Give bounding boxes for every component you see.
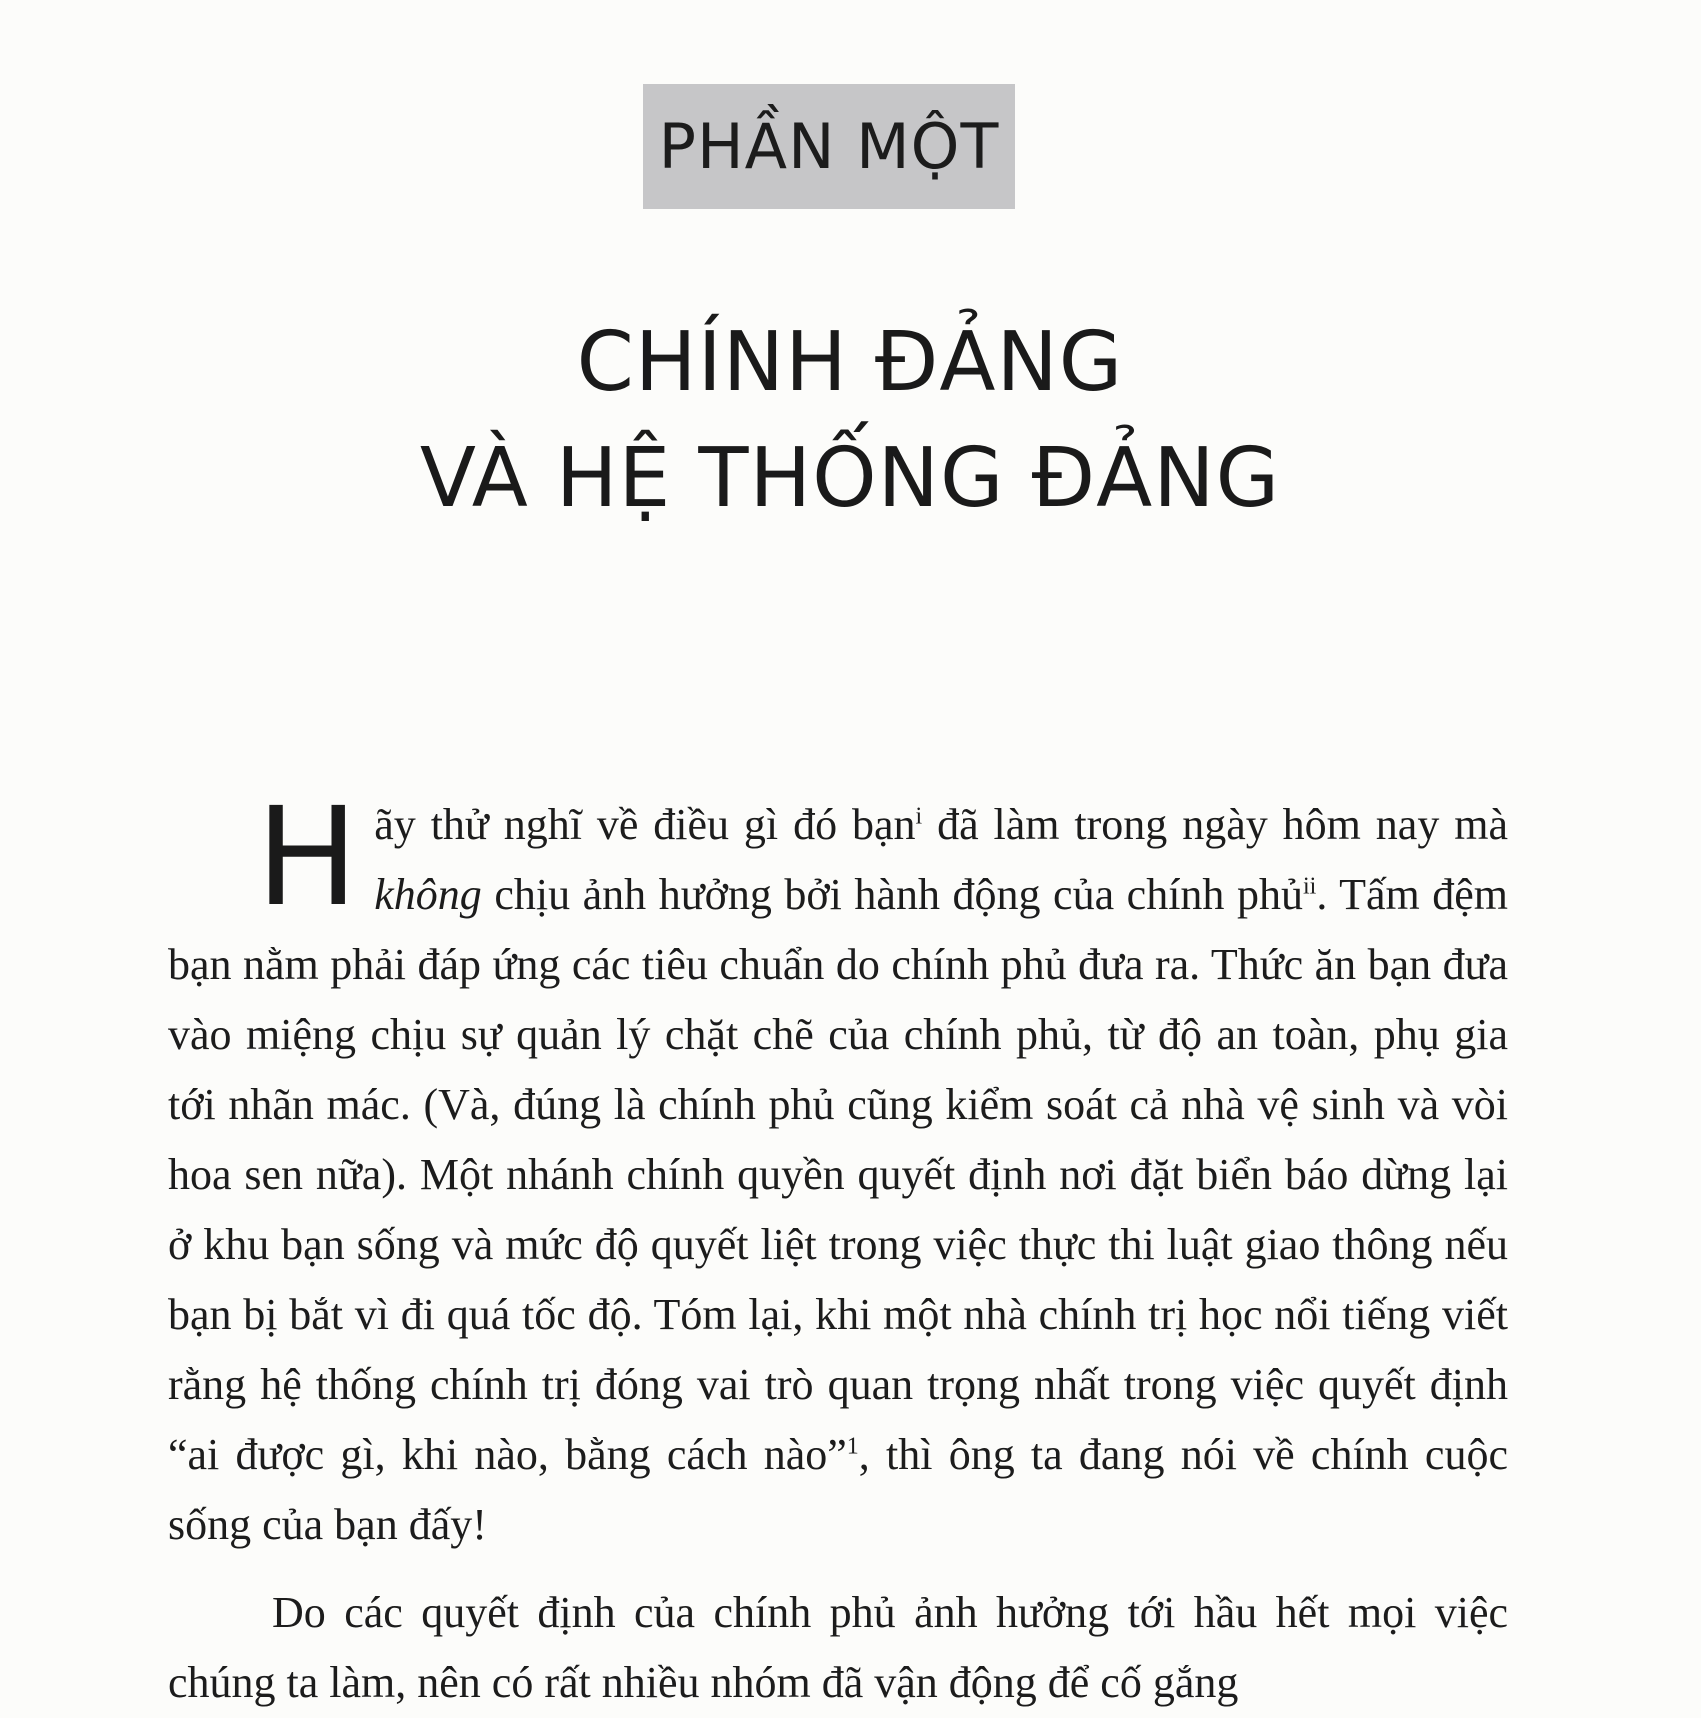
footnote-marker-ii: ii [1302, 873, 1317, 900]
part-label: PHẦN MỘT [643, 84, 1015, 209]
paragraph-1-segment-2: đã làm trong ngày hôm nay mà [922, 800, 1508, 849]
paragraph-1-segment-1: ãy thử nghĩ về điều gì đó bạn [374, 800, 916, 849]
paragraph-1 [168, 779, 1508, 1560]
paragraph-1-segment-4: . Tấm đệm bạn nằm phải đáp ứng các tiêu chuẩn do chính phủ đưa ra. Thức ăn bạn đưa vào miệng chịu sự quản lý chặt chẽ của chính phủ, từ độ an toàn, phụ gia tới nhãn mác. (Và, đúng là chính phủ cũng kiểm soát cả nhà vệ sinh và vòi hoa sen nữa). Một nhánh chính quyền quyết định nơi đặt biển báo dừng lại ở khu bạn sống và mức độ quyết liệt trong việc thực thi luật giao thông nếu bạn bị bắt vì đi quá tốc độ. Tóm lại, khi một nhà chính trị học nổi tiếng viết rằng hệ thống chính trị đóng vai trò quan trọng nhất trong việc quyết định “ai được gì, khi nào, bằng cách nào” [168, 870, 1508, 1479]
paragraph-1-segment-5: , thì ông ta đang nói về chính cuộc sống của bạn đấy! [168, 1430, 1508, 1549]
drop-cap: H [256, 779, 359, 937]
footnote-marker-i: i [915, 803, 923, 830]
paragraph-1-segment-3: chịu ảnh hưởng bởi hành động của chính phủ [481, 870, 1303, 919]
chapter-title [300, 305, 1400, 537]
paragraph-2: Do các quyết định của chính phủ ảnh hưởng tới hầu hết mọi việc chúng ta làm, nên có rất nhiều nhóm đã vận động để cố gắng [168, 1588, 1508, 1707]
emphasis-khong: không [374, 870, 482, 919]
chapter-title-line-1: CHÍNH ĐẢNG [576, 315, 1124, 410]
footnote-marker-1: 1 [846, 1433, 859, 1460]
body-text [168, 779, 1508, 1718]
chapter-title-line-2: VÀ HỆ THỐNG ĐẢNG [419, 431, 1281, 526]
